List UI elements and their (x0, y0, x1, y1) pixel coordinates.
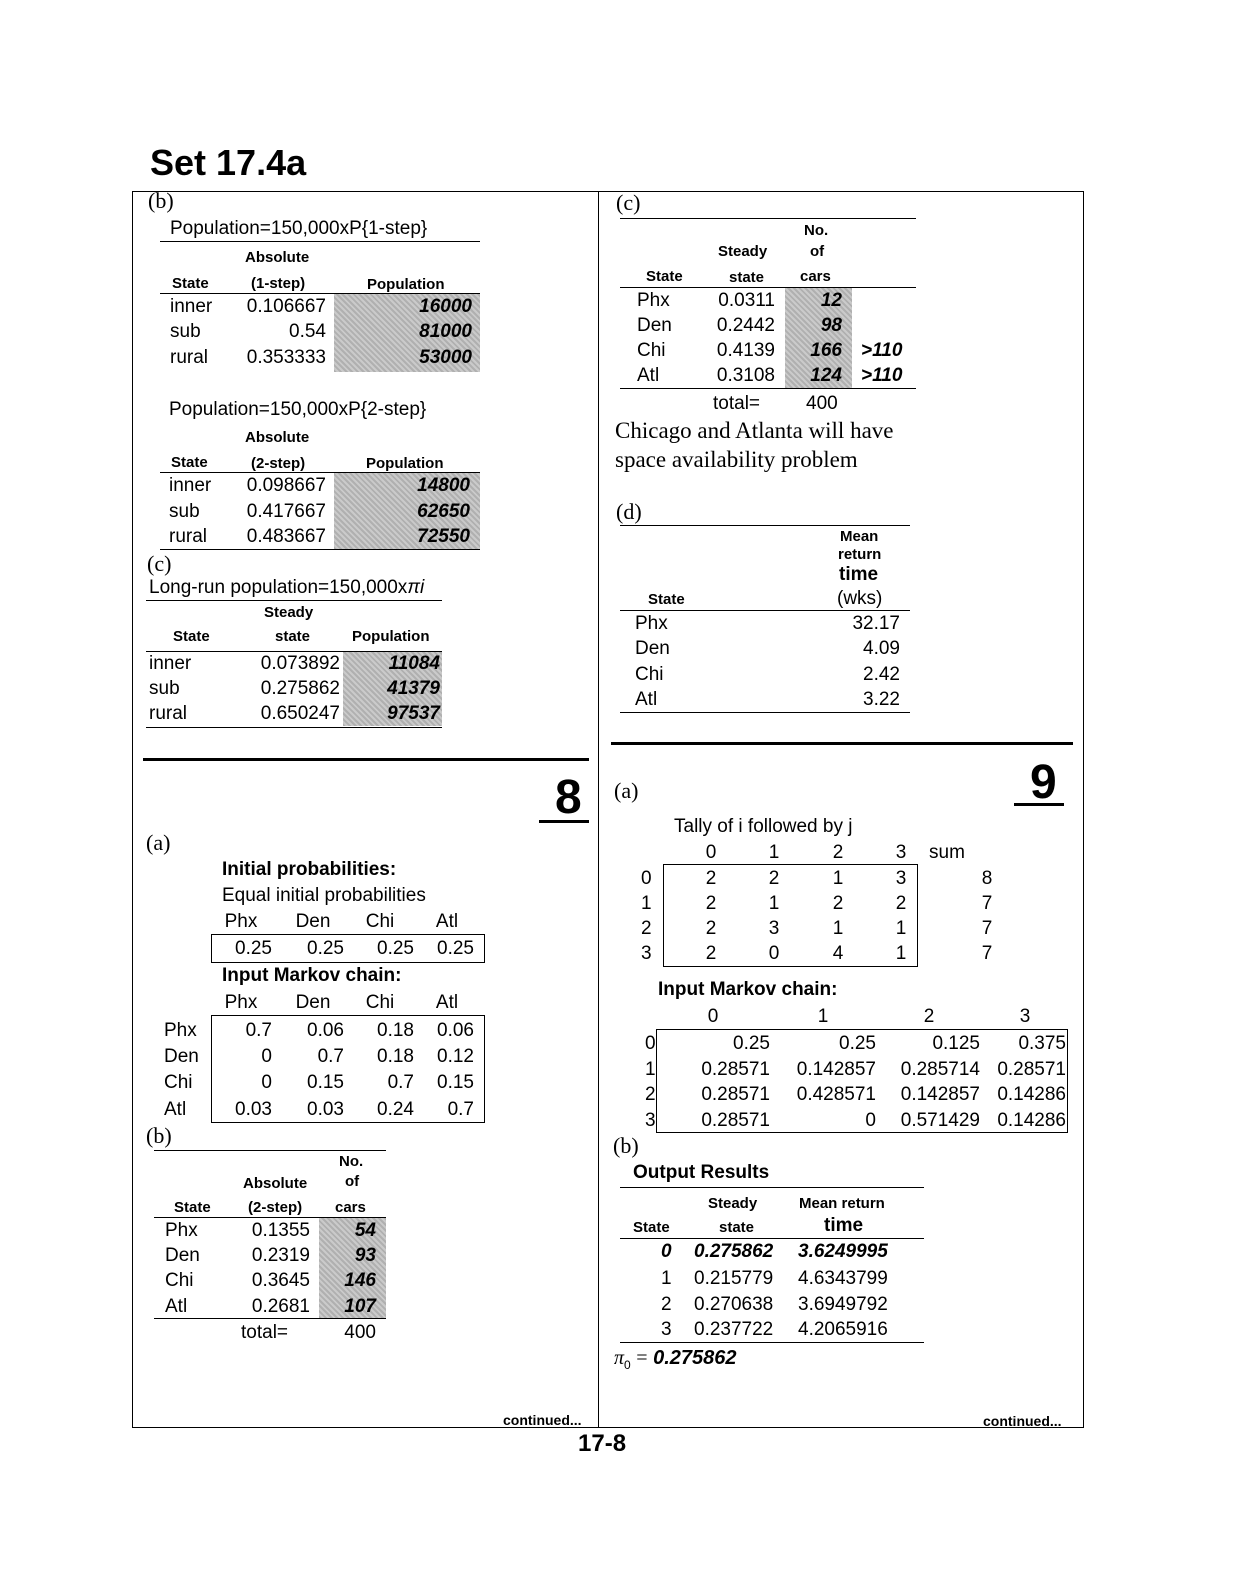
bb-state: Atl (165, 1296, 188, 1317)
c-header-steady: Steady (264, 604, 314, 621)
markov-cell: 0.06 (437, 1020, 474, 1041)
rc-flag: >110 (861, 365, 903, 386)
c-header-state: State (173, 628, 210, 645)
tally-cell: 1 (832, 868, 844, 889)
markov-row-label: Chi (164, 1072, 193, 1093)
d-header-return: return (838, 546, 882, 563)
bb-cars: 54 (354, 1220, 376, 1241)
markov-cell: 0 (261, 1046, 272, 1067)
markov-cell-right: 0.142857 (900, 1084, 980, 1105)
problem-number-8: 8 (555, 771, 582, 824)
markov-cell-right: 0.375 (1018, 1033, 1066, 1054)
tally-sum: 7 (981, 918, 993, 939)
d-value: 2.42 (863, 664, 900, 685)
c-header-population: Population (352, 628, 430, 645)
tally-cell: 2 (705, 868, 717, 889)
bb-header-state: State (174, 1199, 211, 1216)
markov-cell: 0.18 (377, 1020, 414, 1041)
rc-state: Den (637, 315, 672, 336)
tally-cell: 2 (705, 918, 717, 939)
out-time: 4.2065916 (798, 1319, 888, 1340)
problem-number-9: 9 (1030, 756, 1057, 809)
markov-cell-right: 0.14286 (997, 1110, 1066, 1131)
tally-col: 2 (832, 842, 844, 863)
d-value: 32.17 (852, 613, 900, 634)
b2-abs: 0.417667 (246, 501, 326, 522)
initial-probabilities-subtitle: Equal initial probabilities (222, 885, 426, 906)
markov-row-label: Den (164, 1046, 199, 1067)
b1-header-absolute: Absolute (245, 249, 310, 266)
part-a-label: (a) (146, 830, 171, 855)
pi-zero-equation: $\pi_0 = 0.275862$ (614, 1347, 737, 1372)
bb-total-label: total= (241, 1322, 289, 1343)
c-state: rural (149, 703, 188, 724)
tally-cell: 3 (895, 868, 907, 889)
markov-row-label-right: 3 (645, 1110, 656, 1131)
bb-abs: 0.1355 (251, 1220, 310, 1241)
b1-caption: Population=150,000xP{1-step} (170, 218, 428, 239)
tally-col: 1 (768, 842, 780, 863)
init-val: 0.25 (307, 938, 344, 959)
b1-pop: 16000 (419, 296, 472, 317)
b1-header-population: Population (367, 276, 445, 293)
col-atl: Atl (435, 911, 459, 932)
d-state: Den (635, 638, 670, 659)
continued-right: continued... (983, 1413, 1062, 1429)
bb-header-of: of (345, 1173, 360, 1190)
out-header-time: time (824, 1215, 864, 1236)
c-ss: 0.275862 (260, 678, 340, 699)
part-c-label: (c) (147, 551, 172, 576)
page-title: Set 17.4a (150, 142, 307, 183)
markov-cell-right: 0.428571 (796, 1084, 876, 1105)
b2-state: inner (169, 475, 212, 496)
markov-cell: 0.12 (437, 1046, 474, 1067)
c-pop: 41379 (387, 678, 440, 699)
output-title: Output Results (633, 1162, 770, 1183)
b1-abs: 0.353333 (246, 347, 326, 368)
out-header-state: State (633, 1219, 670, 1236)
markov-col-right: 1 (817, 1006, 829, 1027)
tally-cell: 0 (768, 943, 780, 964)
rc-state: Chi (637, 340, 666, 361)
bb-abs: 0.2681 (251, 1296, 310, 1317)
markov-row-label: Atl (164, 1099, 187, 1120)
markov-cell: 0.03 (307, 1099, 344, 1120)
bb-state: Chi (165, 1270, 194, 1291)
d-value: 4.09 (863, 638, 900, 659)
b1-pop: 53000 (419, 347, 472, 368)
markov-cell: 0.15 (307, 1072, 344, 1093)
markov-col-right: 0 (707, 1006, 719, 1027)
rc-note: Chicago and Atlanta will have space availability problem (615, 418, 894, 472)
part-b-label: (b) (148, 188, 174, 213)
out-header-ss: state (719, 1219, 755, 1236)
c-caption: Long-run population=150,000xπi (149, 577, 425, 598)
d-state: Chi (635, 664, 664, 685)
markov-cell: 0.7 (387, 1072, 414, 1093)
col-den: Den (295, 992, 331, 1013)
right-part-a-label: (a) (614, 778, 639, 803)
markov-cell: 0.7 (317, 1046, 344, 1067)
bb-header-absolute: Absolute (243, 1175, 308, 1192)
content-frame (132, 191, 1084, 1428)
right-section-divider (611, 742, 1073, 745)
markov-cell-right: 0.28571 (997, 1059, 1066, 1080)
rc-header-state: State (646, 268, 683, 285)
markov-col-right: 3 (1019, 1006, 1031, 1027)
bb-header-cars: cars (335, 1199, 366, 1216)
tally-cell: 2 (705, 893, 717, 914)
part-b2-label: (b) (146, 1123, 172, 1148)
b2-header-absolute: Absolute (245, 429, 310, 446)
tally-col: 3 (895, 842, 907, 863)
bb-abs: 0.3645 (251, 1270, 310, 1291)
right-part-d-label: (d) (616, 499, 642, 524)
rc-cars: 124 (810, 365, 842, 386)
col-atl: Atl (435, 992, 459, 1013)
b1-header-step: (1-step) (251, 275, 306, 292)
rc-cars: 166 (810, 340, 842, 361)
markov-cell-right: 0.571429 (900, 1110, 980, 1131)
rc-state: Phx (637, 290, 670, 311)
rc-ss: 0.4139 (716, 340, 775, 361)
bb-abs: 0.2319 (251, 1245, 310, 1266)
rc-cars: 98 (820, 315, 842, 336)
continued-left: continued... (503, 1412, 582, 1428)
out-state: 0 (661, 1241, 672, 1262)
tally-cell: 1 (832, 918, 844, 939)
tally-sum: 7 (981, 943, 993, 964)
b1-header-state: State (172, 275, 209, 292)
bb-cars: 107 (344, 1296, 376, 1317)
tally-col: 0 (705, 842, 717, 863)
d-value: 3.22 (863, 689, 900, 710)
b1-state: rural (170, 347, 209, 368)
b1-abs: 0.54 (289, 321, 326, 342)
b2-header-state: State (171, 454, 208, 471)
col-phx: Phx (224, 911, 258, 932)
b2-state: rural (169, 526, 208, 547)
rc-ss: 0.3108 (716, 365, 775, 386)
bb-state: Den (165, 1245, 200, 1266)
tally-sum: 8 (981, 868, 993, 889)
markov-cell: 0.15 (437, 1072, 474, 1093)
b2-pop: 62650 (417, 501, 470, 522)
tally-cell: 4 (832, 943, 844, 964)
markov-cell: 0.03 (235, 1099, 272, 1120)
markov-row-label-right: 2 (645, 1084, 656, 1105)
c-state: sub (149, 678, 180, 699)
markov-cell-right: 0.14286 (997, 1084, 1066, 1105)
c-pop: 11084 (388, 653, 440, 674)
c-pop: 97537 (387, 703, 440, 724)
page-number: 17-8 (578, 1430, 627, 1457)
d-header-mean: Mean (840, 528, 879, 545)
d-header-state: State (648, 591, 685, 608)
tally-row-label: 3 (641, 943, 652, 964)
init-val: 0.25 (437, 938, 474, 959)
initial-probabilities-title: Initial probabilities: (222, 859, 397, 880)
rc-header-of: of (810, 243, 825, 260)
right-part-c-label: (c) (616, 190, 641, 215)
tally-cell: 2 (705, 943, 717, 964)
b1-pop: 81000 (419, 321, 472, 342)
out-time: 3.6249995 (798, 1241, 888, 1262)
tally-sum: 7 (981, 893, 993, 914)
b2-abs: 0.483667 (246, 526, 326, 547)
b1-state: inner (170, 296, 213, 317)
markov-cell: 0.06 (307, 1020, 344, 1041)
column-divider (598, 191, 599, 1428)
col-chi: Chi (365, 992, 395, 1013)
left-section-divider (143, 758, 589, 761)
d-state: Phx (635, 613, 668, 634)
markov-cell-right: 0.28571 (701, 1084, 770, 1105)
d-header-wks: (wks) (837, 588, 883, 609)
markov-cell-right: 0.25 (733, 1033, 770, 1054)
b2-state: sub (169, 501, 200, 522)
markov-cell: 0 (261, 1072, 272, 1093)
tally-row-label: 1 (641, 893, 652, 914)
b1-state: sub (170, 321, 201, 342)
c-state: inner (149, 653, 192, 674)
b1-abs: 0.106667 (246, 296, 326, 317)
out-state: 1 (661, 1268, 672, 1289)
rc-state: Atl (637, 365, 660, 386)
rc-cars: 12 (820, 290, 842, 311)
rc-ss: 0.0311 (718, 290, 775, 311)
tally-cell: 2 (768, 868, 780, 889)
b2-header-step: (2-step) (251, 455, 306, 472)
bb-header-step: (2-step) (248, 1199, 303, 1216)
rc-ss: 0.2442 (716, 315, 775, 336)
c-header-ss: state (275, 628, 311, 645)
rc-header-no: No. (804, 222, 829, 239)
rc-total-label: total= (713, 393, 761, 414)
out-time: 4.6343799 (798, 1268, 888, 1289)
markov-cell: 0.24 (377, 1099, 414, 1120)
markov-col-right: 2 (923, 1006, 935, 1027)
tally-cell: 1 (895, 943, 907, 964)
d-state: Atl (635, 689, 658, 710)
tally-cell: 3 (768, 918, 780, 939)
init-val: 0.25 (235, 938, 272, 959)
tally-cell: 1 (895, 918, 907, 939)
b2-pop: 14800 (417, 475, 470, 496)
tally-cell: 2 (832, 893, 844, 914)
col-chi: Chi (365, 911, 395, 932)
bb-cars: 93 (354, 1245, 376, 1266)
c-ss: 0.073892 (260, 653, 340, 674)
c-ss: 0.650247 (260, 703, 340, 724)
col-den: Den (295, 911, 331, 932)
b2-caption: Population=150,000xP{2-step} (169, 399, 427, 420)
out-header-steady: Steady (708, 1195, 758, 1212)
markov-cell-right: 0.285714 (900, 1059, 980, 1080)
b2-abs: 0.098667 (246, 475, 326, 496)
markov-row-label: Phx (164, 1020, 197, 1041)
bb-header-no: No. (339, 1153, 364, 1170)
out-ss: 0.275862 (694, 1241, 774, 1262)
col-phx: Phx (224, 992, 258, 1013)
out-header-mean: Mean return (799, 1195, 885, 1212)
markov-row-label-right: 0 (645, 1033, 656, 1054)
bb-total: 400 (344, 1322, 376, 1343)
d-header-time: time (839, 564, 879, 585)
rc-header-cars: cars (800, 268, 831, 285)
markov-row-label-right: 1 (645, 1059, 656, 1080)
out-ss: 0.270638 (694, 1294, 774, 1315)
out-time: 3.6949792 (798, 1294, 888, 1315)
out-state: 2 (661, 1294, 672, 1315)
bb-cars: 146 (344, 1270, 376, 1291)
out-state: 3 (661, 1319, 672, 1340)
right-part-b-label: (b) (613, 1133, 639, 1158)
markov-cell-right: 0.28571 (701, 1110, 770, 1131)
tally-sum-label: sum (929, 842, 965, 863)
b2-header-population: Population (366, 455, 444, 472)
out-ss: 0.215779 (694, 1268, 774, 1289)
rc-total: 400 (806, 393, 838, 414)
markov-cell-right: 0.125 (932, 1033, 980, 1054)
markov-cell-right: 0.142857 (796, 1059, 876, 1080)
markov-cell: 0.7 (245, 1020, 272, 1041)
out-ss: 0.237722 (694, 1319, 774, 1340)
tally-title: Tally of i followed by j (674, 816, 853, 837)
markov-cell-right: 0 (865, 1110, 876, 1131)
bb-state: Phx (165, 1220, 198, 1241)
tally-cell: 1 (768, 893, 780, 914)
tally-row-label: 0 (641, 868, 652, 889)
markov-cell-right: 0.28571 (701, 1059, 770, 1080)
b2-pop: 72550 (417, 526, 470, 547)
init-val: 0.25 (377, 938, 414, 959)
markov-cell: 0.7 (447, 1099, 474, 1120)
markov-cell-right: 0.25 (839, 1033, 876, 1054)
tally-cell: 2 (895, 893, 907, 914)
markov-title-right: Input Markov chain: (658, 979, 838, 1000)
rc-header-steady: Steady (718, 243, 768, 260)
markov-cell: 0.18 (377, 1046, 414, 1067)
rc-flag: >110 (861, 340, 903, 361)
markov-title-left: Input Markov chain: (222, 965, 402, 986)
rc-header-ss: state (729, 269, 765, 286)
tally-row-label: 2 (641, 918, 652, 939)
